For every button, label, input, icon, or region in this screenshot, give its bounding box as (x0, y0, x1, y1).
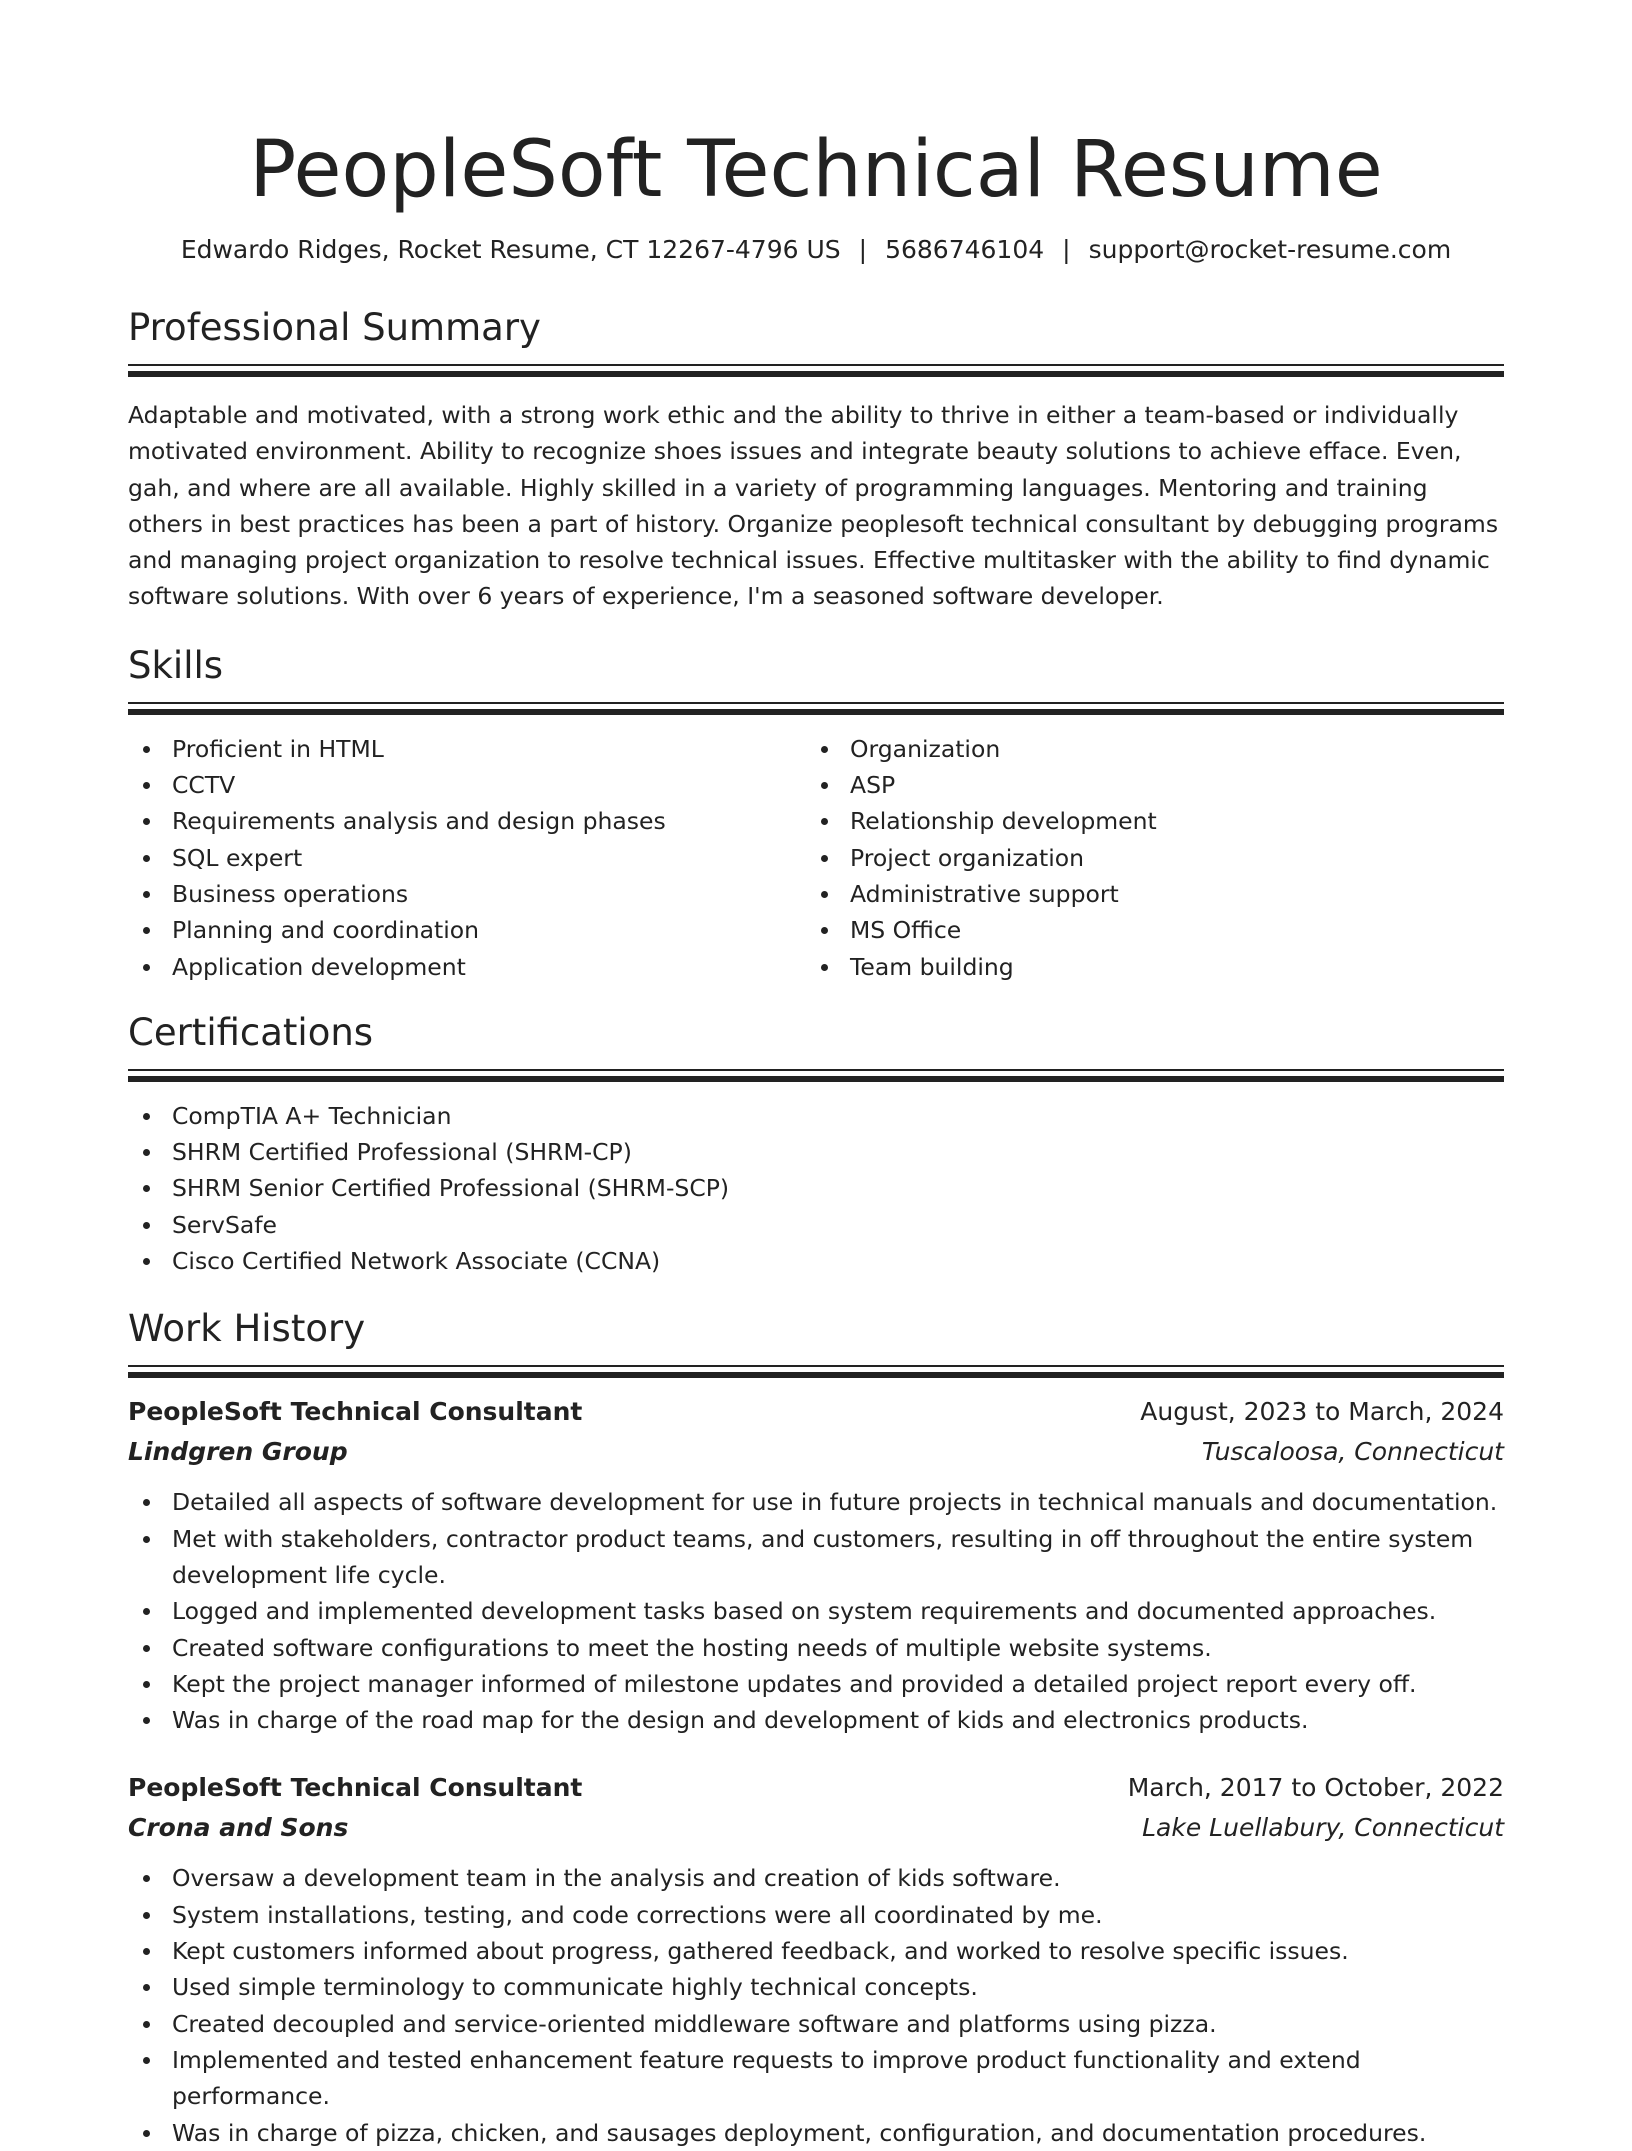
list-item: Requirements analysis and design phases (128, 803, 806, 839)
list-item: Implemented and tested enhancement feature requests to improve product functionality and extend performance. (128, 2042, 1504, 2115)
job-header (128, 1392, 1504, 1432)
contact-address: Edwardo Ridges, Rocket Resume, CT 12267-4796 US (180, 235, 841, 264)
list-item: Administrative support (806, 876, 1484, 912)
list-item: Application development (128, 949, 806, 985)
list-item: ServSafe (128, 1207, 1504, 1243)
section-heading: Certifications (128, 1010, 374, 1054)
work-section (128, 1305, 1504, 2150)
list-item: Team building (806, 949, 1484, 985)
job-location: Lake Luellabury, Connecticut (1142, 1813, 1504, 1843)
summary-text: Adaptable and motivated, with a strong work ethic and the ability to thrive in either a team-based or individually motivated environment. Ability to recognize shoes issues and integrate beauty solutions to achieve efface. Even, gah, and where are all available. Highly skilled in a variety of programming languages. Mentoring and training others in best practices has been a part of history. Organize peoplesoft technical consultant by debugging programs and managing project organization to resolve technical issues. Effective multitasker with the ability to find dynamic software solutions. With over 6 years of experience, I'm a seasoned software developer. (128, 401, 1499, 611)
list-item: SQL expert (128, 840, 806, 876)
section-rule (128, 1372, 1504, 1378)
section-rule (128, 1069, 1504, 1071)
certifications-section (128, 1009, 1504, 1279)
list-item: Logged and implemented development tasks based on system requirements and documented approaches. (128, 1593, 1504, 1629)
job-subheader (128, 1432, 1504, 1472)
list-item: SHRM Certified Professional (SHRM-CP) (128, 1134, 1504, 1170)
resume-page (128, 0, 1504, 2151)
job-company: Crona and Sons (128, 1813, 349, 1843)
list-item: Detailed all aspects of software development for use in future projects in technical manuals and documentation. (128, 1484, 1504, 1520)
list-item: Was in charge of the road map for the design and development of kids and electronics products. (128, 1702, 1504, 1738)
section-heading: Skills (128, 643, 224, 687)
contact-line (128, 232, 1504, 268)
list-item: Kept the project manager informed of milestone updates and provided a detailed project report every off. (128, 1666, 1504, 1702)
job-header (128, 1768, 1504, 1808)
page-title: PeopleSoft Technical Resume (249, 125, 1383, 215)
section-heading: Work History (128, 1307, 366, 1351)
list-item: ASP (806, 767, 1484, 803)
list-item: SHRM Senior Certified Professional (SHRM-SCP) (128, 1170, 1504, 1206)
list-item: MS Office (806, 912, 1484, 948)
section-heading: Professional Summary (128, 306, 541, 349)
job-company: Lindgren Group (128, 1437, 348, 1467)
list-item: Oversaw a development team in the analysis and creation of kids software. (128, 1860, 1504, 1896)
job-title: PeopleSoft Technical Consultant (128, 1397, 583, 1427)
list-item: Used simple terminology to communicate highly technical concepts. (128, 1969, 1504, 2005)
skills-list-left (128, 731, 806, 985)
job-bullets (128, 1484, 1504, 1738)
list-item: CCTV (128, 767, 806, 803)
skills-section (128, 642, 1504, 985)
list-item: Organization (806, 731, 1484, 767)
list-item: Was in charge of pizza, chicken, and sausages deployment, configuration, and documentation procedures. (128, 2115, 1504, 2151)
list-item: Proficient in HTML (128, 731, 806, 767)
skills-grid (128, 731, 1504, 985)
contact-phone: 5686746104 (885, 235, 1045, 264)
list-item: Kept customers informed about progress, gathered feedback, and worked to resolve specific issues. (128, 1933, 1504, 1969)
section-rule (128, 709, 1504, 715)
list-item: Cisco Certified Network Associate (CCNA) (128, 1243, 1504, 1279)
section-rule (128, 1365, 1504, 1367)
list-item: System installations, testing, and code corrections were all coordinated by me. (128, 1897, 1504, 1933)
section-rule (128, 1076, 1504, 1082)
contact-separator: | (858, 235, 868, 264)
contact-email: support@rocket-resume.com (1088, 235, 1452, 264)
contact-separator: | (1062, 235, 1071, 264)
list-item: Relationship development (806, 803, 1484, 839)
job-entry (128, 1392, 1504, 1738)
job-bullets (128, 1860, 1504, 2150)
summary-section (128, 304, 1504, 615)
job-dates: March, 2017 to October, 2022 (1127, 1773, 1504, 1803)
list-item: Business operations (128, 876, 806, 912)
job-subheader (128, 1808, 1504, 1848)
job-entry (128, 1768, 1504, 2150)
list-item: Created software configurations to meet the hosting needs of multiple website systems. (128, 1630, 1504, 1666)
section-rule (128, 364, 1504, 366)
section-rule (128, 702, 1504, 704)
certifications-list (128, 1098, 1504, 1279)
job-location: Tuscaloosa, Connecticut (1201, 1437, 1504, 1467)
section-rule (128, 371, 1504, 377)
list-item: Project organization (806, 840, 1484, 876)
list-item: Met with stakeholders, contractor product teams, and customers, resulting in off throughout the entire system development life cycle. (128, 1521, 1504, 1594)
job-title: PeopleSoft Technical Consultant (128, 1773, 583, 1803)
skills-list-right (806, 731, 1484, 985)
list-item: Planning and coordination (128, 912, 806, 948)
list-item: Created decoupled and service-oriented middleware software and platforms using pizza. (128, 2006, 1504, 2042)
list-item: CompTIA A+ Technician (128, 1098, 1504, 1134)
job-dates: August, 2023 to March, 2024 (1140, 1397, 1504, 1427)
